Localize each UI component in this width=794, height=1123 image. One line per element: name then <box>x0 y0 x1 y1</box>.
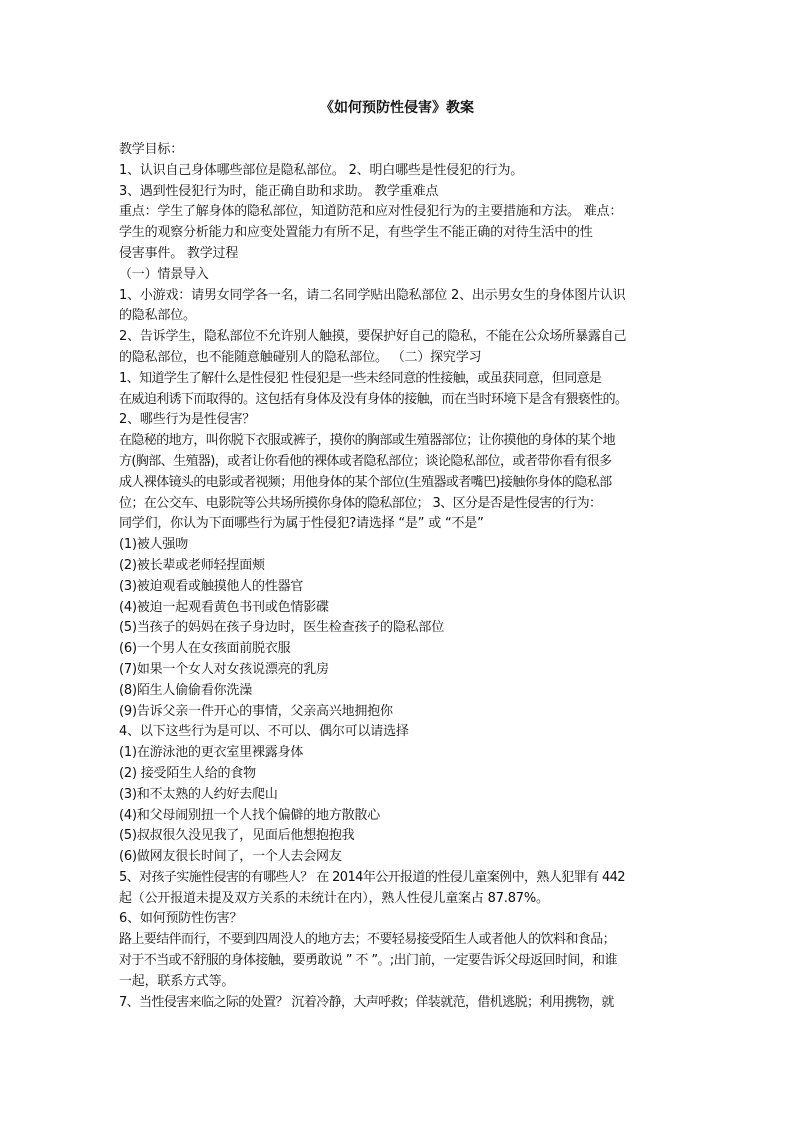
list-item: (8)陌生人偷偷看你洗澡 <box>119 682 253 698</box>
text-line: 1、认识自己身体哪些部位是隐私部位。 2、明白哪些是性侵犯的行为。 <box>119 162 524 178</box>
list-item: (1)在游泳池的更衣室里裸露身体 <box>119 745 304 761</box>
text-line: 的隐私部位，也不能随意触碰别人的隐私部位。 （二）探究学习 <box>119 349 482 365</box>
text-line: 对于不当或不舒服的身体接触，要勇敢说 ” 不 ”。;出门前，一定要告诉父母返回时间，和谁 <box>119 953 617 969</box>
list-item: (6)一个男人在女孩面前脱衣服 <box>119 641 291 657</box>
text-line: 同学们，你认为下面哪些行为属于性侵犯?请选择 “是” 或 “不是” <box>119 516 484 532</box>
text-line: 1、知道学生了解什么是性侵犯 性侵犯是一些未经同意的性接触，或虽获同意，但同意是 <box>119 370 602 386</box>
list-item: (5)叔叔很久没见我了，见面后他想抱抱我 <box>119 828 355 844</box>
text-line: 2、哪些行为是性侵害？ <box>119 412 256 428</box>
text-line: 一起，联系方式等。 <box>119 973 235 989</box>
document-title: 《如何预防性侵害》教案 <box>320 100 474 116</box>
list-item: (4)和父母闹别扭一个人找个偏僻的地方散散心 <box>119 807 381 823</box>
list-item: (3)和不太熟的人约好去爬山 <box>119 786 278 802</box>
text-line: 3、遇到性侵犯行为时，能正确自助和求助。 教学重难点 <box>119 183 439 199</box>
text-line: 侵害事件。 教学过程 <box>119 245 239 261</box>
text-line: 1、小游戏：请男女同学各一名，请二名同学贴出隐私部位 2、出示男女生的身体图片认识 <box>119 287 626 303</box>
text-line: 方(胸部、生殖器)，或者让你看他的裸体或者隐私部位；谈论隐私部位，或者带你看有很多 <box>119 453 612 469</box>
list-item: (4)被迫一起观看黄色书刊或色情影碟 <box>119 599 329 615</box>
text-line: 重点：学生了解身体的隐私部位，知道防范和应对性侵犯行为的主要措施和方法。 难点： <box>119 204 623 220</box>
section-heading: （一）情景导入 <box>119 266 209 282</box>
text-line: 路上要结伴而行，不要到四周没人的地方去；不要轻易接受陌生人或者他人的饮料和食品； <box>119 932 616 948</box>
text-line: 6、如何预防性伤害？ <box>119 911 243 927</box>
list-item: (1)被人强吻 <box>119 537 189 553</box>
list-item: (2)被长辈或老师轻捏面颊 <box>119 557 265 573</box>
list-item: (5)当孩子的妈妈在孩子身边时，医生检查孩子的隐私部位 <box>119 620 445 636</box>
list-item: (2) 接受陌生人给的食物 <box>119 765 256 781</box>
list-item: (6)做网友很长时间了，一个人去会网友 <box>119 849 342 865</box>
text-line: 在隐秘的地方，叫你脱下衣服或裤子，摸你的胸部或生殖器部位；让你摸他的身体的某个地 <box>119 433 616 449</box>
list-item: (7)如果一个女人对女孩说漂亮的乳房 <box>119 661 329 677</box>
text-line: 在威迫利诱下而取得的。这包括有身体及没有身体的接触，而在当时环境下是含有猥亵性的。 <box>119 391 628 407</box>
text-line: 学生的观察分析能力和应变处置能力有所不足，有些学生不能正确的对待生活中的性 <box>119 225 593 241</box>
text-line: 2、告诉学生，隐私部位不允许别人触摸，要保护好自己的隐私，不能在公众场所暴露自己 <box>119 329 627 345</box>
list-item: (9)告诉父亲一件开心的事情，父亲高兴地拥抱你 <box>119 703 393 719</box>
text-line: 5、对孩子实施性侵害的有哪些人？ 在 2014年公开报道的性侵儿童案例中，熟人犯罪有 442 <box>119 869 625 885</box>
list-item: (3)被迫观看或触摸他人的性器官 <box>119 578 304 594</box>
text-line: 7、当性侵害来临之际的处置？ 沉着冷静，大声呼救；佯装就范，借机逃脱；利用携物，就 <box>119 994 614 1010</box>
text-line: 成人裸体镜头的电影或者视频；用他身体的某个部位(生殖器或者嘴巴)接触你身体的隐私部 <box>119 474 612 490</box>
document-body <box>119 140 689 1013</box>
text-line: 起（公开报道未提及双方关系的未统计在内），熟人性侵儿童案占 87.87%。 <box>119 890 549 906</box>
text-line: 教学目标： <box>119 142 184 157</box>
text-line: 的隐私部位。 <box>119 308 196 324</box>
text-line: 4、以下这些行为是可以、不可以、偶尔可以请选择 <box>119 724 409 740</box>
text-line: 位；在公交车、电影院等公共场所摸你身体的隐私部位； 3、区分是否是性侵害的行为： <box>119 495 602 511</box>
